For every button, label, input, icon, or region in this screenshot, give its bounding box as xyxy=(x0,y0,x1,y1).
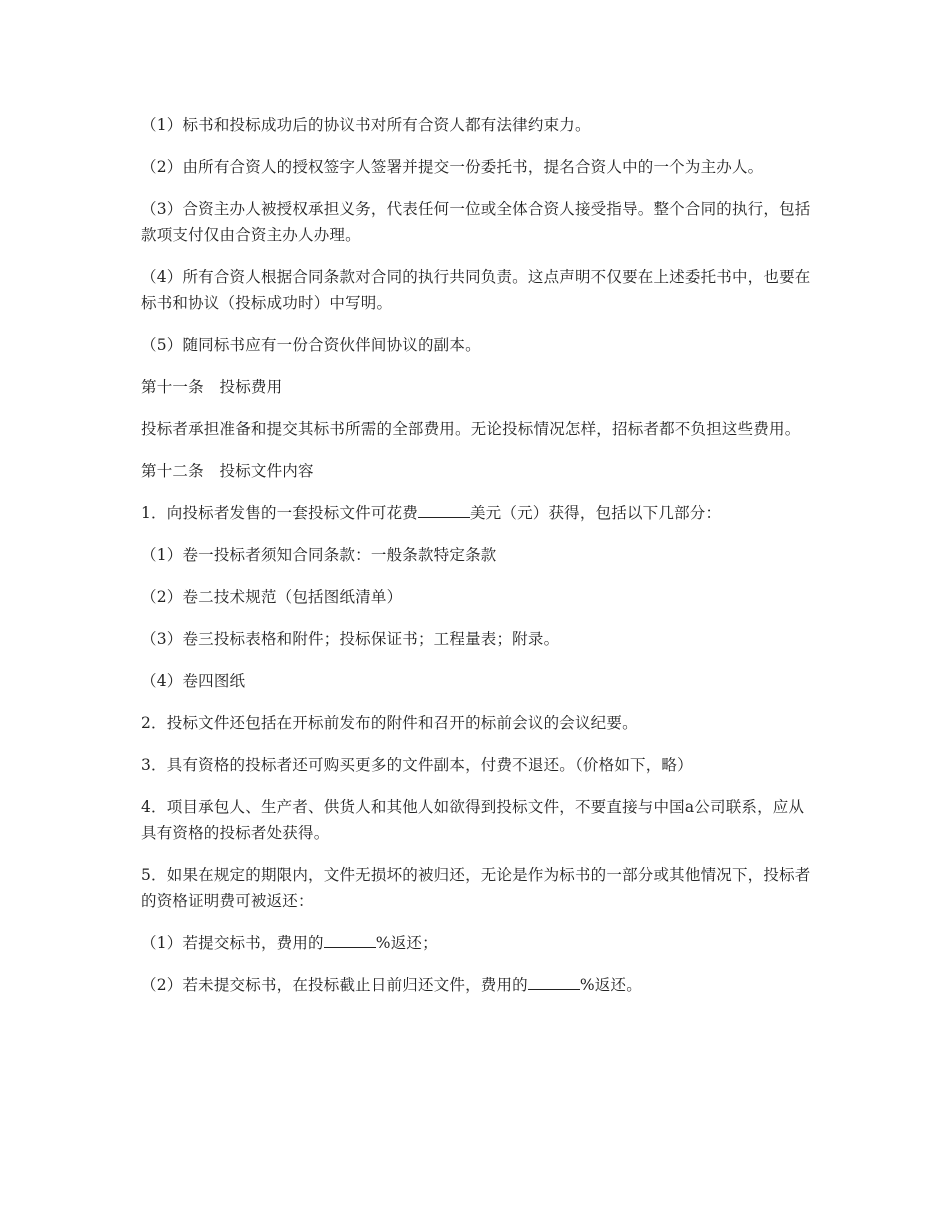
volume-3: （3）卷三投标表格和附件；投标保证书；工程量表；附录。 xyxy=(141,630,560,648)
item-1-text-before: 1．向投标者发售的一套投标文件可花费 xyxy=(141,504,418,522)
clause-item-4: （4）所有合资人根据合同条款对合同的执行共同负责。这点声明不仅要在上述委托书中，也要在标书和协议（投标成功时）中写明。 xyxy=(141,268,811,312)
refund-2-text-after: %返还。 xyxy=(579,976,642,994)
article-12-item-4: 4．项目承包人、生产者、供货人和其他人如欲得到投标文件，不要直接与中国a公司联系，应从具有资格的投标者处获得。 xyxy=(141,798,805,842)
clause-item-1: （1）标书和投标成功后的协议书对所有合资人都有法律约束力。 xyxy=(141,116,591,134)
article-12-item-5: 5．如果在规定的期限内，文件无损坏的被归还，无论是作为标书的一部分或其他情况下，投标者的资格证明费可被返还： xyxy=(141,866,811,910)
refund-1-percent-blank xyxy=(324,933,376,948)
article-12-item-1 xyxy=(141,500,811,526)
refund-item-1 xyxy=(141,930,811,956)
volume-1: （1）卷一投标者须知合同条款：一般条款特定条款 xyxy=(141,546,497,564)
article-12-heading: 第十二条 投标文件内容 xyxy=(141,462,314,480)
fee-blank xyxy=(418,503,470,518)
article-12-item-2: 2．投标文件还包括在开标前发布的附件和召开的标前会议的会议纪要。 xyxy=(141,714,638,732)
article-11-heading: 第十一条 投标费用 xyxy=(141,378,283,396)
document-body xyxy=(141,112,811,1014)
refund-1-text-after: %返还； xyxy=(375,934,438,952)
article-12-item-3: 3．具有资格的投标者还可购买更多的文件副本，付费不退还。（价格如下，略） xyxy=(141,756,693,774)
article-11-body: 投标者承担准备和提交其标书所需的全部费用。无论投标情况怎样，招标者都不负担这些费用。 xyxy=(141,420,801,438)
item-1-text-after: 美元（元）获得，包括以下几部分： xyxy=(469,504,722,522)
volume-2: （2）卷二技术规范（包括图纸清单） xyxy=(141,588,403,606)
clause-item-5: （5）随同标书应有一份合资伙伴间协议的副本。 xyxy=(141,336,481,354)
refund-item-2 xyxy=(141,972,811,998)
refund-2-text-before: （2）若未提交标书，在投标截止日前归还文件，费用的 xyxy=(141,976,528,994)
refund-1-text-before: （1）若提交标书，费用的 xyxy=(141,934,324,952)
volume-4: （4）卷四图纸 xyxy=(141,672,246,690)
refund-2-percent-blank xyxy=(528,975,580,990)
clause-item-2: （2）由所有合资人的授权签字人签署并提交一份委托书，提名合资人中的一个为主办人。 xyxy=(141,158,764,176)
clause-item-3: （3）合资主办人被授权承担义务，代表任何一位或全体合资人接受指导。整个合同的执行，包括款项支付仅由合资主办人办理。 xyxy=(141,200,811,244)
